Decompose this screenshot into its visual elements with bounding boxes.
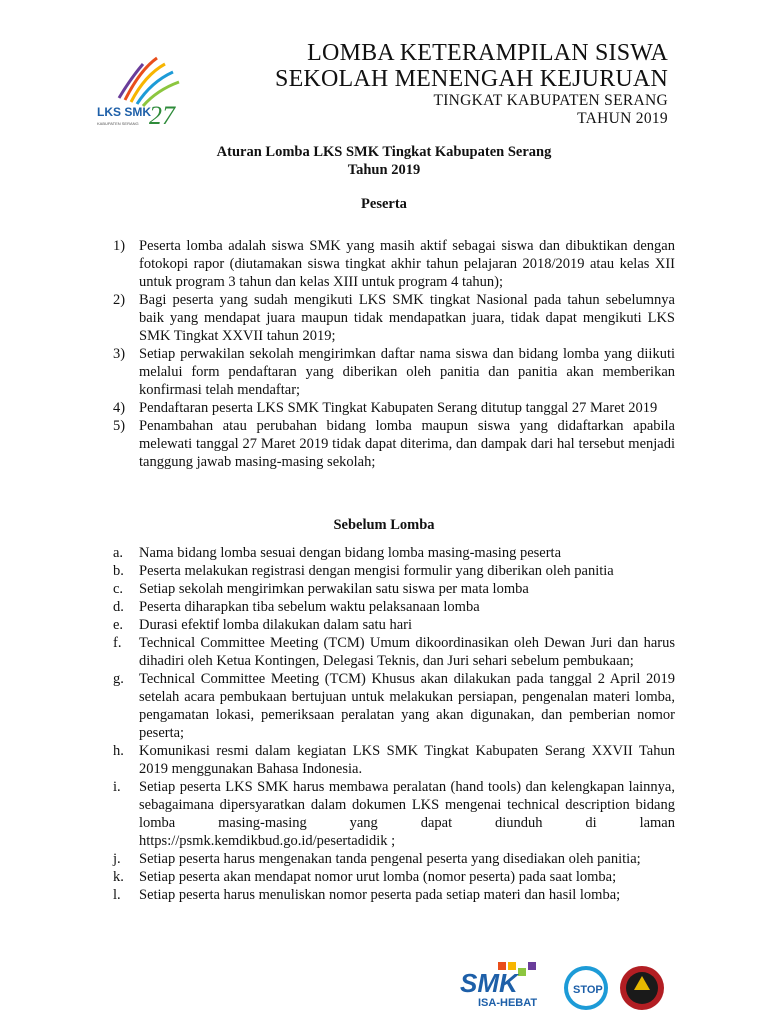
list-item-number: 1) [113,238,126,254]
list-item-number: 2) [113,292,126,308]
stop-narkoba-logo [564,966,608,1010]
list-item-text: Setiap sekolah mengirimkan perwakilan satu siswa per mata lomba [139,581,529,597]
list-item-number: 4) [113,400,126,416]
smk-bisa-hebat-logo [460,962,537,1009]
svg-text:ISA-HEBAT: ISA-HEBAT [478,997,538,1009]
sebelum-lomba-list [113,544,675,904]
document-header [0,40,768,135]
list-item-text: Setiap peserta harus mengenakan tanda pengenal peserta yang disediakan oleh panitia; [139,851,641,867]
list-item [113,778,675,850]
list-item-number: c. [113,581,124,597]
header-subtitle-line1: TINGKAT KABUPATEN SERANG [433,92,668,109]
header-subtitle-line2: TAHUN 2019 [577,110,668,127]
list-item-number: 3) [113,346,126,362]
list-item [113,598,675,616]
list-item-number: k. [113,869,124,885]
list-item [113,345,675,399]
list-item-text: Komunikasi resmi dalam kegiatan LKS SMK Tingkat Kabupaten Serang XXVII Tahun 2019 menggunakan Bahasa Indonesia. [139,743,675,777]
document-title: Aturan Lomba LKS SMK Tingkat Kabupaten Serang [216,144,552,160]
section-heading-peserta: Peserta [361,196,407,212]
list-item [113,616,675,634]
svg-text:KABUPATEN SERANG: KABUPATEN SERANG [97,121,139,126]
list-item-number: a. [113,545,124,561]
list-item-text: Peserta diharapkan tiba sebelum waktu pelaksanaan lomba [139,599,480,615]
list-item-text: Setiap peserta akan mendapat nomor urut lomba (nomor peserta) pada saat lomba; [139,869,617,885]
list-item-number: b. [113,563,124,579]
list-item [113,417,675,471]
svg-text:27: 27 [149,101,175,130]
list-item-number: i. [113,779,121,795]
list-item [113,850,675,868]
list-item [113,886,675,904]
header-title-line2: SEKOLAH MENENGAH KEJURUAN [275,66,668,92]
list-item-text: Setiap peserta LKS SMK harus membawa peralatan (hand tools) dan kelengkapan lainnya, sebagaimana dipersyaratkan dalam dokumen LKS mengenai technical description bidang lomba masing-masing yang dapat diunduh di laman https://psmk.kemdikbud.go.id/pesertadidik ; [139,779,675,849]
list-item-number: d. [113,599,124,615]
list-item-text: Setiap peserta harus menuliskan nomor peserta pada setiap materi dan hasil lomba; [139,887,621,903]
list-item [113,291,675,345]
list-item-number: j. [113,851,121,867]
svg-text:STOP: STOP [573,984,603,996]
list-item [113,670,675,742]
list-item-text: Pendaftaran peserta LKS SMK Tingkat Kabupaten Serang ditutup tanggal 27 Maret 2019 [139,400,658,416]
list-item-text: Durasi efektif lomba dilakukan dalam satu hari [139,617,412,633]
list-item [113,634,675,670]
document-year: Tahun 2019 [347,162,421,178]
list-item [113,237,675,291]
list-item-text: Technical Committee Meeting (TCM) Khusus akan dilakukan pada tanggal 2 April 2019 setelah acara pembukaan bertujuan untuk melakukan persiapan, pengenalan materi lomba, pengamatan lokasi, pemeriksaan peralatan yang akan digunakan, dan pemberian nomor peserta; [139,671,675,741]
list-item-text: Setiap perwakilan sekolah mengirimkan daftar nama siswa dan bidang lomba yang diikuti melalui form pendaftaran yang diberikan oleh panitia dan panitia akan memberikan konfirmasi telah mendaftar; [139,346,675,398]
list-item-text: Penambahan atau perubahan bidang lomba maupun siswa yang didaftarkan apabila melewati tanggal 27 Maret 2019 tidak dapat diterima, dan dampak dari hal tersebut menjadi tanggung jawab masing-masing sekolah; [139,418,675,470]
list-item [113,868,675,886]
svg-text:SMK: SMK [460,968,518,998]
list-item-text: Peserta lomba adalah siswa SMK yang masih aktif sebagai siswa dan dibuktikan dengan fotokopi rapor (diutamakan siswa tingkat akhir tahun pelajaran 2018/2019 atau kelas XII untuk program 3 tahun dan kelas XIII untuk program 4 tahun); [139,238,675,290]
list-item-number: e. [113,617,124,633]
svg-text:LKS SMK: LKS SMK [97,105,151,119]
peserta-list [113,237,675,471]
list-item [113,742,675,778]
list-item-number: f. [113,635,122,651]
section-heading-sebelum-lomba: Sebelum Lomba [333,517,435,533]
bnn-emblem-logo [620,966,664,1010]
list-item [113,562,675,580]
list-item-number: g. [113,671,124,687]
list-item-text: Peserta melakukan registrasi dengan mengisi formulir yang diberikan oleh panitia [139,563,614,579]
list-item-text: Nama bidang lomba sesuai dengan bidang lomba masing-masing peserta [139,545,562,561]
list-item-text: Technical Committee Meeting (TCM) Umum dikoordinasikan oleh Dewan Juri dan harus dihadiri oleh Ketua Kontingen, Delegasi Teknis, dan Juri sehari sebelum pembukaan; [139,635,675,669]
list-item-number: h. [113,743,124,759]
list-item [113,544,675,562]
list-item-number: l. [113,887,121,903]
list-item-number: 5) [113,418,126,434]
header-title-line1: LOMBA KETERAMPILAN SISWA [307,40,668,66]
list-item-text: Bagi peserta yang sudah mengikuti LKS SMK tingkat Nasional pada tahun sebelumnya baik yang mendapat juara maupun tidak mendapatkan juara, tidak dapat mengikuti LKS SMK Tingkat XXVII tahun 2019; [139,292,675,344]
list-item [113,580,675,598]
footer-logos [458,958,668,1018]
lks-smk-logo [95,50,195,135]
list-item [113,399,675,417]
